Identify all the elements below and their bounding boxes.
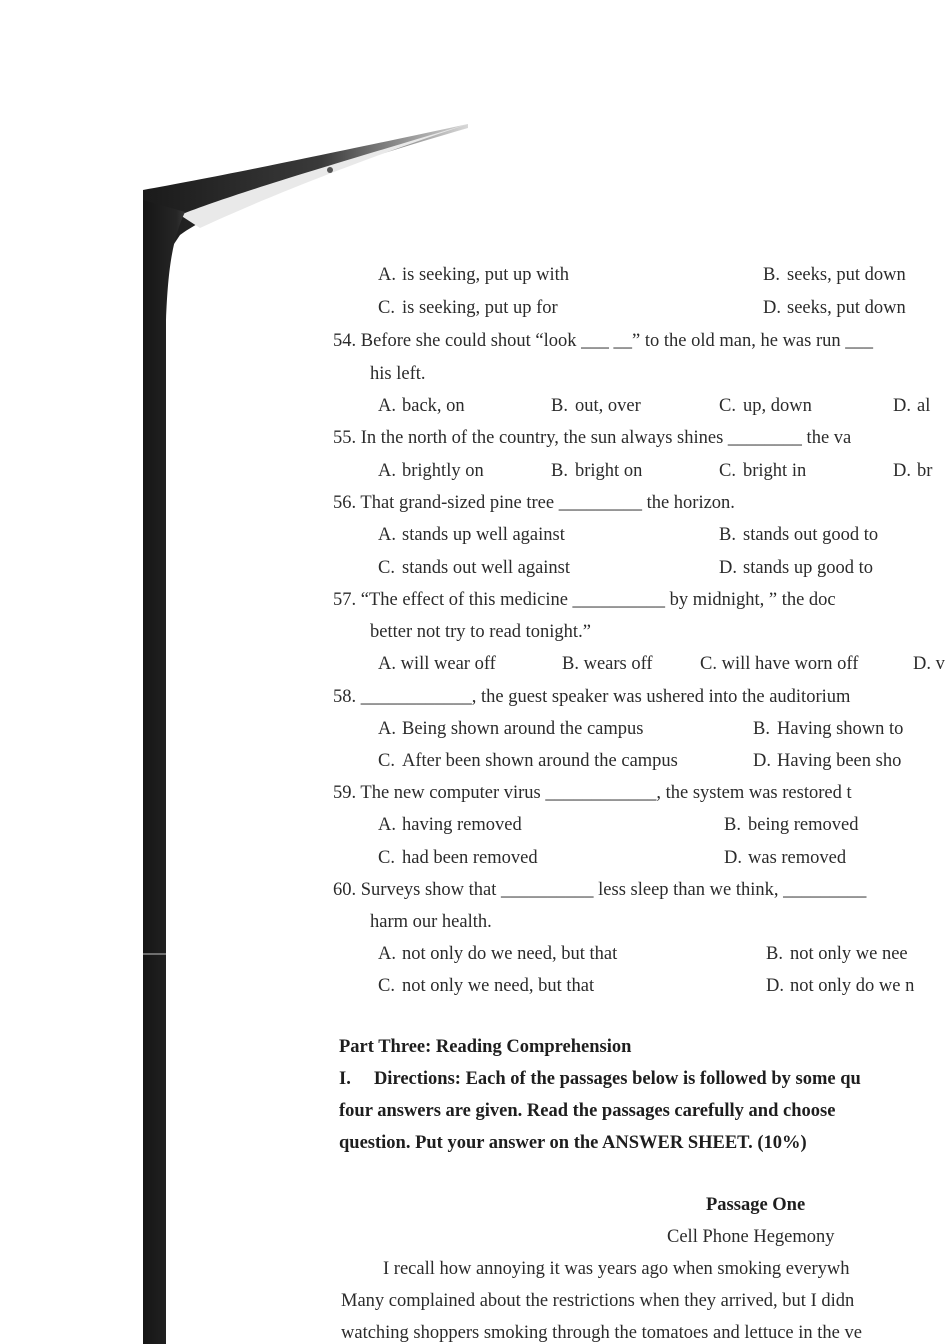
q56-option-c: C. stands out well against — [378, 558, 571, 578]
q54-stem: 54. Before she could shout “look ___ __” to the old man, he was run ___ — [333, 331, 873, 351]
q54-stem-continued: his left. — [370, 364, 426, 384]
q54-option-d: D. al — [893, 396, 931, 416]
q59-option-c: C. had been removed — [378, 848, 538, 868]
passage-label: Passage One — [706, 1195, 806, 1215]
q53-option-a: A. is seeking, put up with — [378, 265, 570, 285]
q60-option-a: A. not only do we need, but that — [378, 944, 618, 964]
passage-line-3: watching shoppers smoking through the tomatoes and lettuce in the ve — [341, 1323, 862, 1343]
q59-option-d: D. was removed — [724, 848, 847, 868]
q56-option-b: B. stands out good to — [719, 525, 879, 545]
q57-option-c: C. will have worn off — [700, 654, 859, 674]
q57-option-a: A. will wear off — [378, 654, 496, 674]
q58-option-a: A. Being shown around the campus — [378, 719, 644, 739]
q58-option-c: C. After been shown around the campus — [378, 751, 678, 771]
passage-title: Cell Phone Hegemony — [667, 1227, 835, 1247]
passage-line-2: Many complained about the restrictions when they arrived, but I didn — [341, 1291, 855, 1311]
q55-stem: 55. In the north of the country, the sun always shines ________ the va — [333, 428, 852, 448]
q58-option-b: B. Having shown to — [753, 719, 904, 739]
q56-stem: 56. That grand-sized pine tree _________ the horizon. — [333, 493, 735, 513]
q60-option-b: B. not only we nee — [766, 944, 908, 964]
q55-option-c: C. bright in — [719, 461, 807, 481]
q54-option-a: A. back, on — [378, 396, 465, 416]
q53-option-c: C. is seeking, put up for — [378, 298, 558, 318]
q57-stem: 57. “The effect of this medicine __________ by midnight, ” the doc — [333, 590, 836, 610]
q58-stem: 58. ____________, the guest speaker was ushered into the auditorium — [333, 687, 851, 707]
q56-option-a: A. stands up well against — [378, 525, 565, 545]
directions-line-3: question. Put your answer on the ANSWER SHEET. (10%) — [339, 1133, 807, 1153]
q59-option-a: A. having removed — [378, 815, 522, 835]
q60-stem-continued: harm our health. — [370, 912, 492, 932]
part-three-heading: Part Three: Reading Comprehension — [339, 1037, 632, 1057]
q53-option-d: D. seeks, put down — [763, 298, 906, 318]
q59-stem: 59. The new computer virus ____________, the system was restored t — [333, 783, 852, 803]
q56-option-d: D. stands up good to — [719, 558, 874, 578]
q60-stem: 60. Surveys show that __________ less sleep than we think, _________ — [333, 880, 867, 900]
q53-option-b: B. seeks, put down — [763, 265, 906, 285]
q54-option-b: B. out, over — [551, 396, 641, 416]
directions-line-1: I. Directions: Each of the passages below is followed by some qu — [339, 1069, 861, 1089]
q57-option-b: B. wears off — [562, 654, 653, 674]
q55-option-b: B. bright on — [551, 461, 643, 481]
q55-option-d: D. br — [893, 461, 933, 481]
q58-option-d: D. Having been sho — [753, 751, 902, 771]
q59-option-b: B. being removed — [724, 815, 859, 835]
q60-option-d: D. not only do we n — [766, 976, 915, 996]
directions-line-2: four answers are given. Read the passages carefully and choose — [339, 1101, 836, 1121]
q60-option-c: C. not only we need, but that — [378, 976, 595, 996]
q57-option-d: D. v — [913, 654, 945, 674]
q55-option-a: A. brightly on — [378, 461, 484, 481]
q57-stem-continued: better not try to read tonight.” — [370, 622, 591, 642]
passage-line-1: I recall how annoying it was years ago when smoking everywh — [383, 1259, 850, 1279]
q54-option-c: C. up, down — [719, 396, 812, 416]
